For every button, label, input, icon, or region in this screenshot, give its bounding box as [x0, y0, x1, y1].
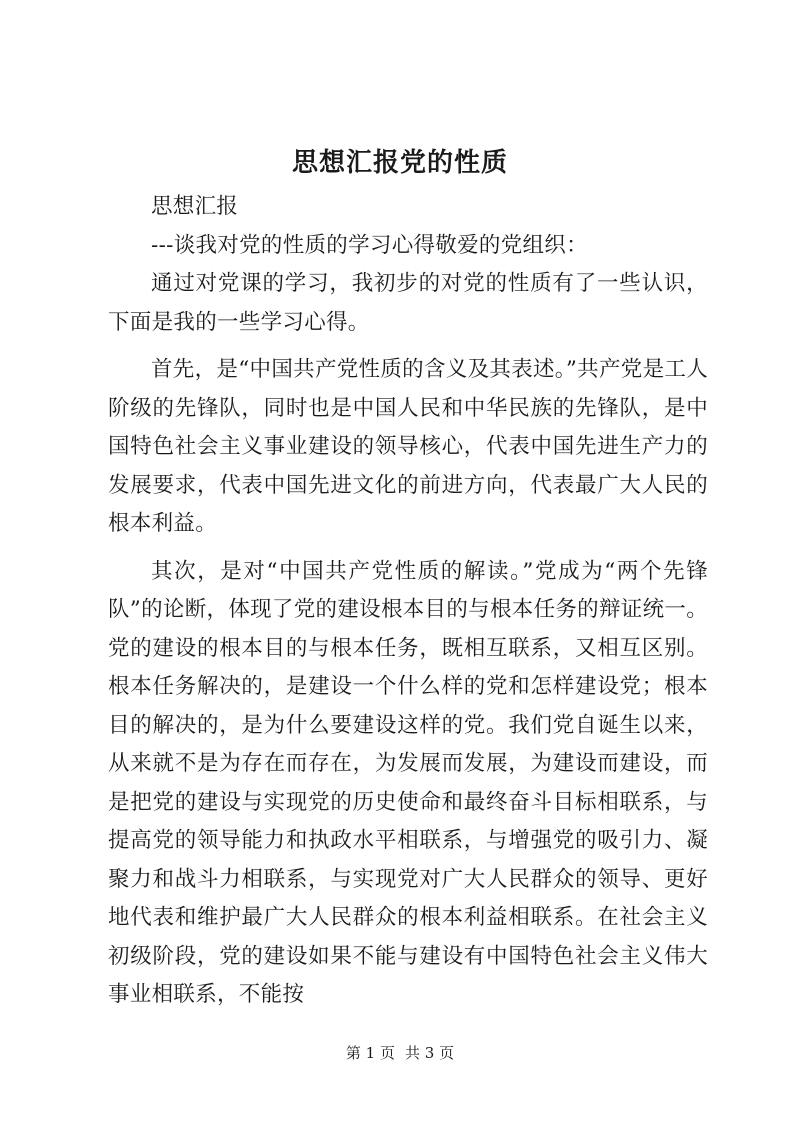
paragraph-heading: 思想汇报	[151, 194, 239, 219]
document-title: 思想汇报党的性质	[291, 148, 508, 178]
paragraph-intro: 通过对党课的学习，我初步的对党的性质有了一些认识，下面是我的一些学习心得。	[108, 271, 708, 335]
paragraph-first: 首先，是“中国共产党性质的含义及其表述。”共产党是工人阶级的先锋队，同时也是中国人民和中华民族的先锋队，是中国特色社会主义事业建设的领导核心，代表中国先进生产力的发展要求，代表中国先进文化的前进方向，代表最广大人民的根本利益。	[108, 357, 708, 536]
paragraph-salutation: ---谈我对党的性质的学习心得敬爱的党组织：	[151, 232, 588, 258]
paragraph-second: 其次，是对“中国共产党性质的解读。”党成为“两个先锋队”的论断，体现了党的建设根本目的与根本任务的辩证统一。党的建设的根本目的与根本任务，既相互联系，又相互区别。根本任务解决的，是建设一个什么样的党和怎样建设党；根本目的解决的，是为什么要建设这样的党。我们党自诞生以来，从来就不是为存在而存在，为发展而发展，为建设而建设，而是把党的建设与实现党的历史使命和最终奋斗目标相联系，与提高党的领导能力和执政水平相联系，与增强党的吸引力、凝聚力和战斗力相联系，与实现党对广大人民群众的领导、更好地代表和维护最广大人民群众的根本利益相联系。在社会主义初级阶段，党的建设如果不能与建设有中国特色社会主义伟大事业相联系，不能按	[108, 558, 708, 1007]
page-total: 共 3 页	[405, 1044, 455, 1062]
page-footer	[0, 1043, 800, 1063]
document-body	[108, 188, 708, 1015]
page-number: 第 1 页	[345, 1044, 395, 1062]
